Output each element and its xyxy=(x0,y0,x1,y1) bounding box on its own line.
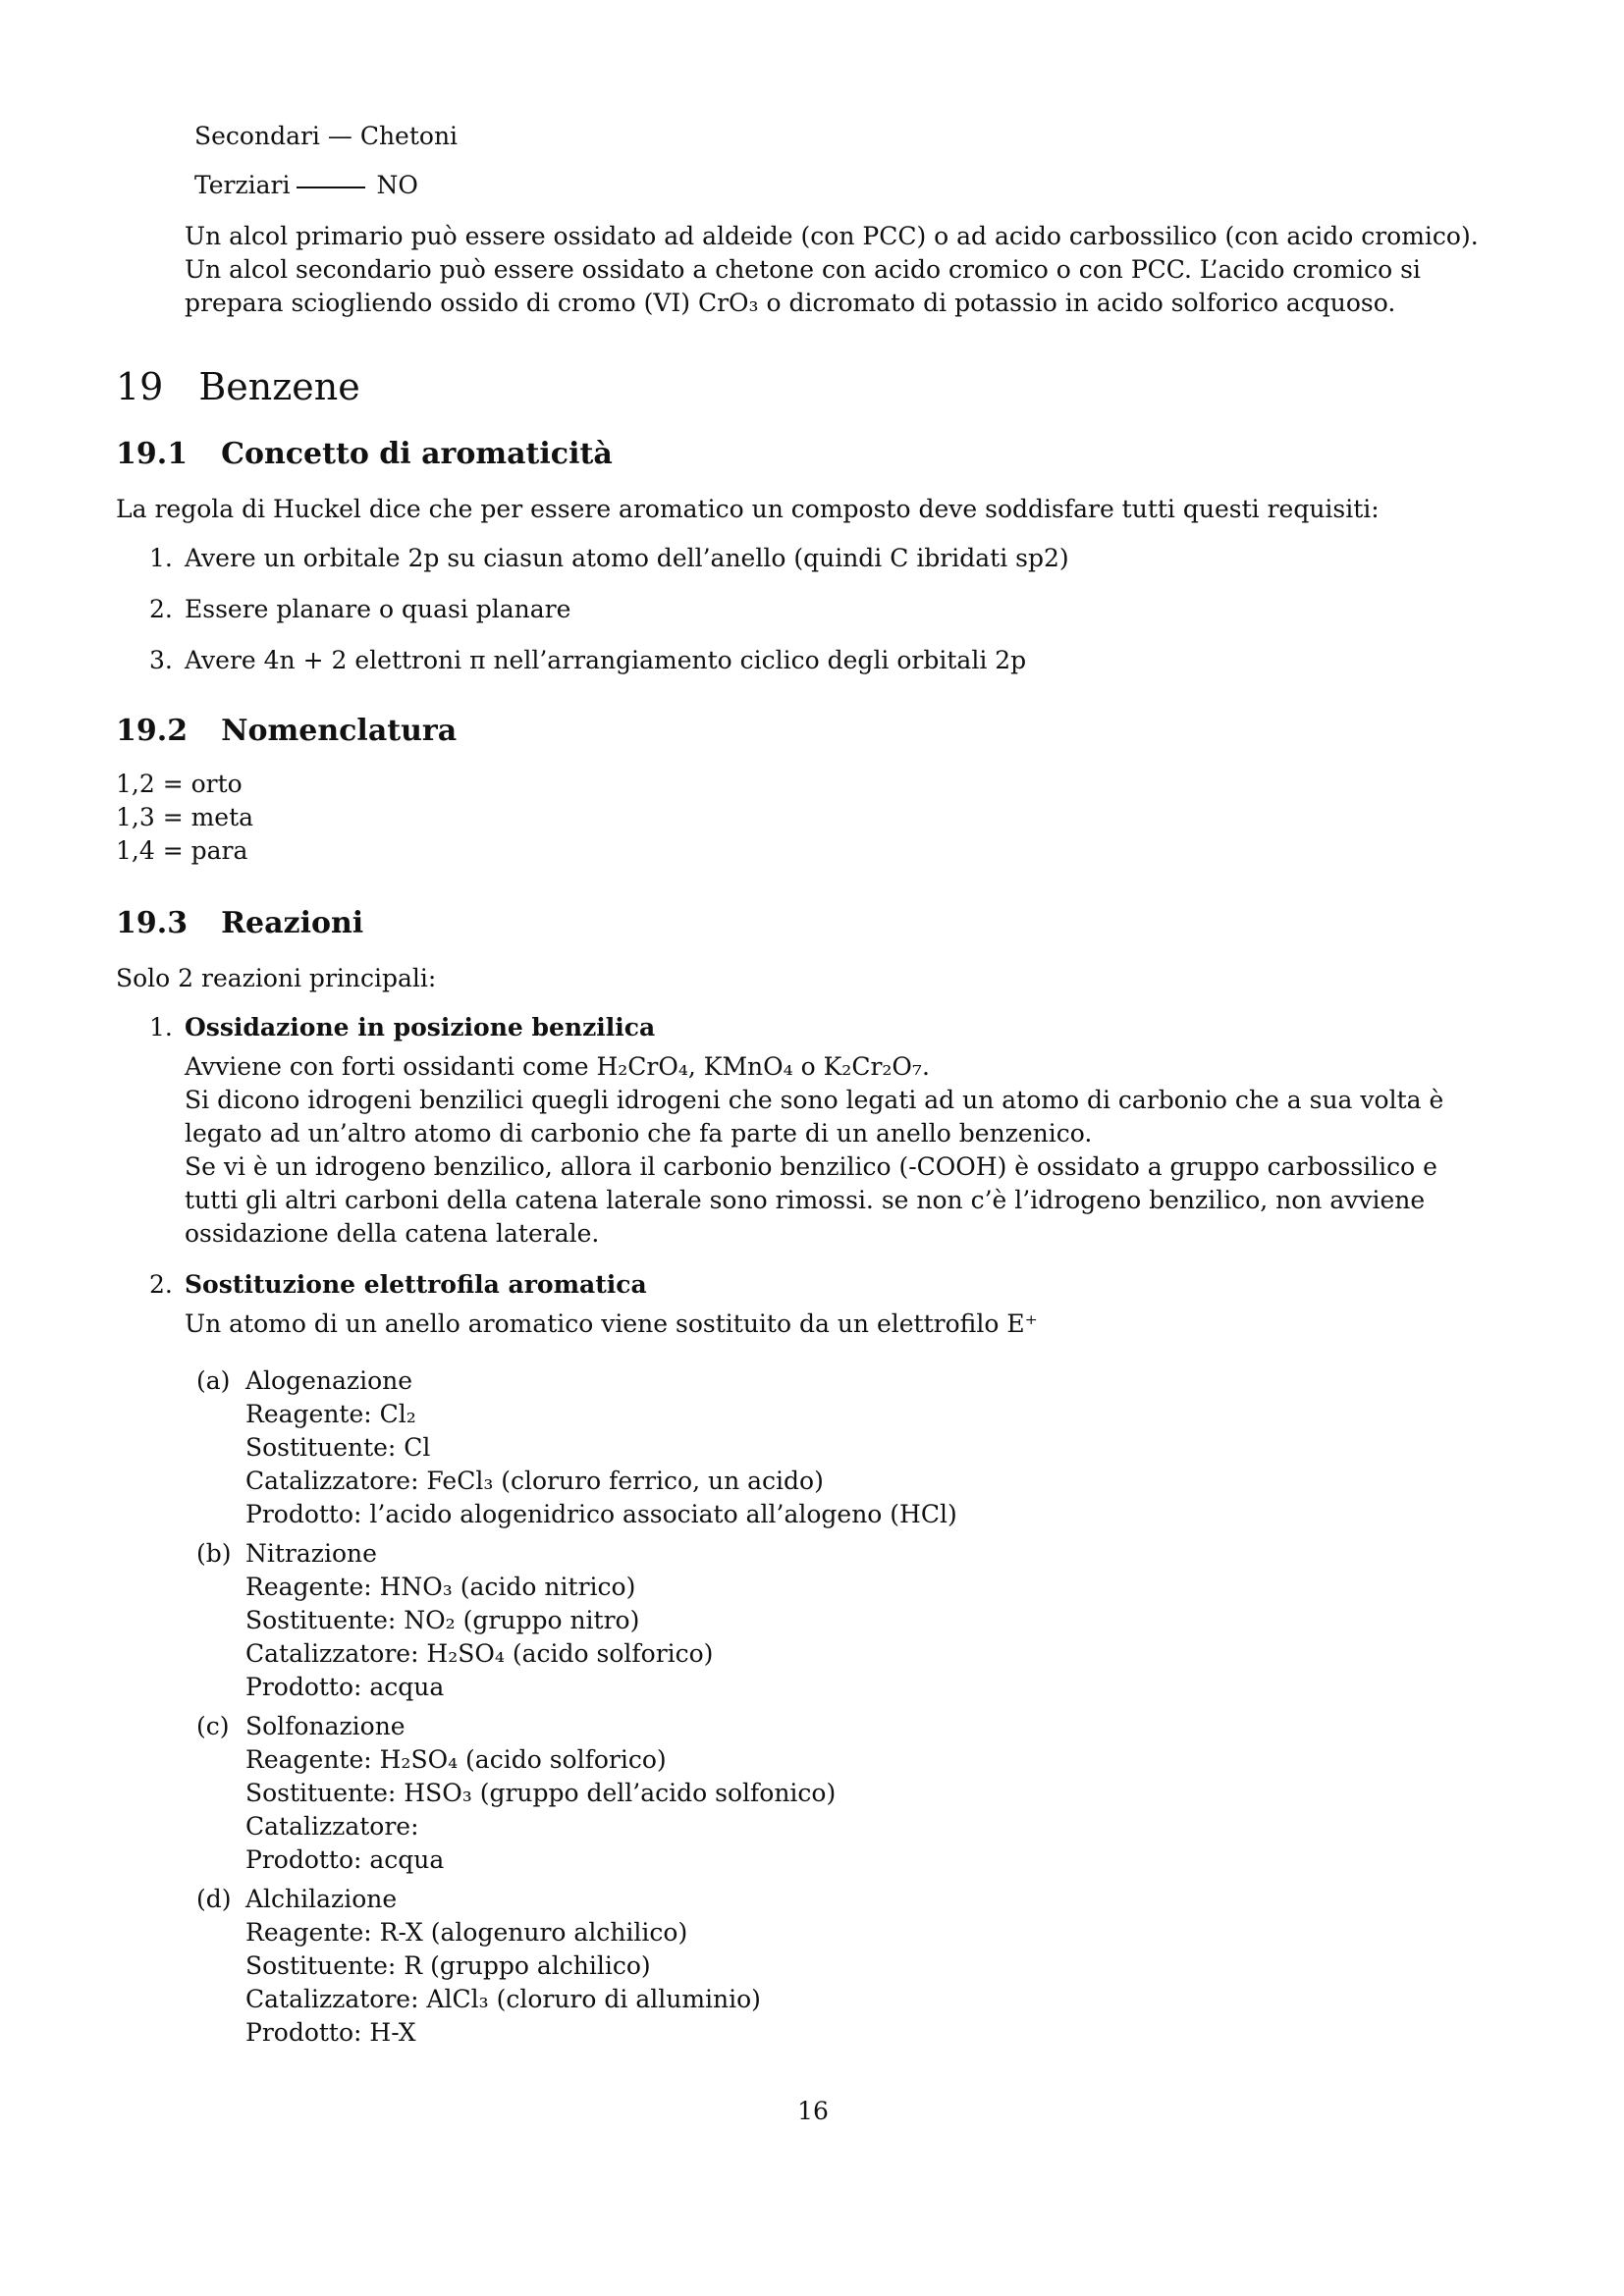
subsection-19-2-heading xyxy=(116,713,457,750)
section-title: Benzene xyxy=(198,365,360,408)
nomenclature-line: 1,3 = meta xyxy=(116,803,254,831)
list-marker: 3. xyxy=(149,646,173,674)
sublist-line: Prodotto: l’acido alogenidrico associato all’alogeno (HCl) xyxy=(245,1500,957,1528)
section-19-heading xyxy=(116,365,360,408)
subsection-number: 19.2 xyxy=(116,714,189,748)
sublist-line: Solfonazione xyxy=(245,1712,406,1740)
sublist-item-solfonazione xyxy=(245,1710,836,1877)
sublist-line: Catalizzatore: FeCl₃ (cloruro ferrico, un acido) xyxy=(245,1467,824,1495)
list-marker: 1. xyxy=(149,544,173,572)
long-dash xyxy=(297,187,365,188)
oxidation-paragraph xyxy=(185,220,1479,320)
sublist-line: Reagente: R-X (alogenuro alchilico) xyxy=(245,1918,688,1947)
terziari-label: Terziari xyxy=(194,171,291,199)
subsection-title: Concetto di aromaticità xyxy=(221,437,613,471)
electrophilic-substitution-title: Sostituzione elettrofila aromatica xyxy=(185,1270,647,1299)
sublist-line: Catalizzatore: H₂SO₄ (acido solforico) xyxy=(245,1639,714,1668)
sublist-line: Nitrazione xyxy=(245,1539,377,1568)
sublist-marker: (a) xyxy=(196,1366,231,1395)
paragraph-line: prepara sciogliendo ossido di cromo (VI) CrO₃ o dicromato di potassio in acido solforico acquoso. xyxy=(185,289,1396,317)
list-marker: 1. xyxy=(149,1013,173,1041)
sublist-marker: (c) xyxy=(196,1712,230,1740)
page-number: 16 xyxy=(797,2097,829,2125)
reactions-intro: Solo 2 reazioni principali: xyxy=(116,964,437,992)
subsection-number: 19.1 xyxy=(116,437,189,471)
body-line: ossidazione della catena laterale. xyxy=(185,1219,600,1248)
list-marker: 2. xyxy=(149,595,173,623)
subsection-title: Nomenclatura xyxy=(221,714,458,748)
nomenclature-lines xyxy=(116,768,253,868)
sublist-line: Reagente: H₂SO₄ (acido solforico) xyxy=(245,1745,667,1774)
sublist-line: Reagente: HNO₃ (acido nitrico) xyxy=(245,1573,636,1601)
sublist-line: Alchilazione xyxy=(245,1885,398,1913)
sublist-line: Alogenazione xyxy=(245,1366,413,1395)
benzylic-oxidation-body xyxy=(185,1050,1443,1251)
sublist-item-alchilazione xyxy=(245,1883,761,2050)
sublist-line: Sostituente: HSO₃ (gruppo dell’acido solfonico) xyxy=(245,1779,837,1807)
subsection-title: Reazioni xyxy=(221,906,364,940)
sublist-line: Sostituente: Cl xyxy=(245,1433,431,1462)
paragraph-line: Un alcol secondario può essere ossidato a chetone con acido cromico o con PCC. L’acido cromico si xyxy=(185,255,1421,284)
sublist-line: Prodotto: H-X xyxy=(245,2018,416,2047)
sublist-line: Sostituente: NO₂ (gruppo nitro) xyxy=(245,1606,640,1634)
sublist-item-alogenazione xyxy=(245,1364,957,1531)
list-item: Avere 4n + 2 elettroni π nell’arrangiamento ciclico degli orbitali 2p xyxy=(185,646,1027,674)
sublist-line: Catalizzatore: xyxy=(245,1812,419,1841)
subsection-19-1-heading xyxy=(116,436,613,473)
sublist-item-nitrazione xyxy=(245,1537,713,1704)
list-marker: 2. xyxy=(149,1270,173,1299)
sublist-marker: (b) xyxy=(196,1539,232,1568)
section-number: 19 xyxy=(116,365,164,408)
list-item: Essere planare o quasi planare xyxy=(185,595,571,623)
paragraph-line: Un alcol primario può essere ossidato ad aldeide (con PCC) o ad acido carbossilico (con acido cromico). xyxy=(185,222,1479,250)
sublist-line: Reagente: Cl₂ xyxy=(245,1400,416,1428)
huckel-intro: La regola di Huckel dice che per essere aromatico un composto deve soddisfare tutti questi requisiti: xyxy=(116,495,1380,523)
subsection-number: 19.3 xyxy=(116,906,189,940)
sublist-line: Prodotto: acqua xyxy=(245,1673,445,1701)
body-line: tutti gli altri carboni della catena laterale sono rimossi. se non c’è l’idrogeno benzilico, non avviene xyxy=(185,1186,1426,1214)
secondari-line: Secondari — Chetoni xyxy=(194,122,459,150)
body-line: Se vi è un idrogeno benzilico, allora il carbonio benzilico (-COOH) è ossidato a gruppo carbossilico e xyxy=(185,1152,1437,1181)
sublist-line: Catalizzatore: AlCl₃ (cloruro di alluminio) xyxy=(245,1985,761,2013)
list-item: Avere un orbitale 2p su ciasun atomo dell’anello (quindi C ibridati sp2) xyxy=(185,544,1069,572)
electrophilic-substitution-intro: Un atomo di un anello aromatico viene sostituito da un elettrofilo E⁺ xyxy=(185,1309,1038,1338)
nomenclature-line: 1,2 = orto xyxy=(116,770,243,798)
body-line: Avviene con forti ossidanti come H₂CrO₄, KMnO₄ o K₂Cr₂O₇. xyxy=(185,1052,930,1081)
terziari-line xyxy=(194,169,418,202)
body-line: Si dicono idrogeni benzilici quegli idrogeni che sono legati ad un atomo di carbonio che a sua volta è xyxy=(185,1086,1444,1114)
sublist-line: Prodotto: acqua xyxy=(245,1845,445,1874)
benzylic-oxidation-title: Ossidazione in posizione benzilica xyxy=(185,1013,656,1041)
subsection-19-3-heading xyxy=(116,905,363,942)
terziari-value: NO xyxy=(376,171,418,199)
sublist-marker: (d) xyxy=(196,1885,232,1913)
sublist-line: Sostituente: R (gruppo alchilico) xyxy=(245,1951,651,1980)
body-line: legato ad un’altro atomo di carbonio che fa parte di un anello benzenico. xyxy=(185,1119,1093,1148)
nomenclature-line: 1,4 = para xyxy=(116,836,248,865)
